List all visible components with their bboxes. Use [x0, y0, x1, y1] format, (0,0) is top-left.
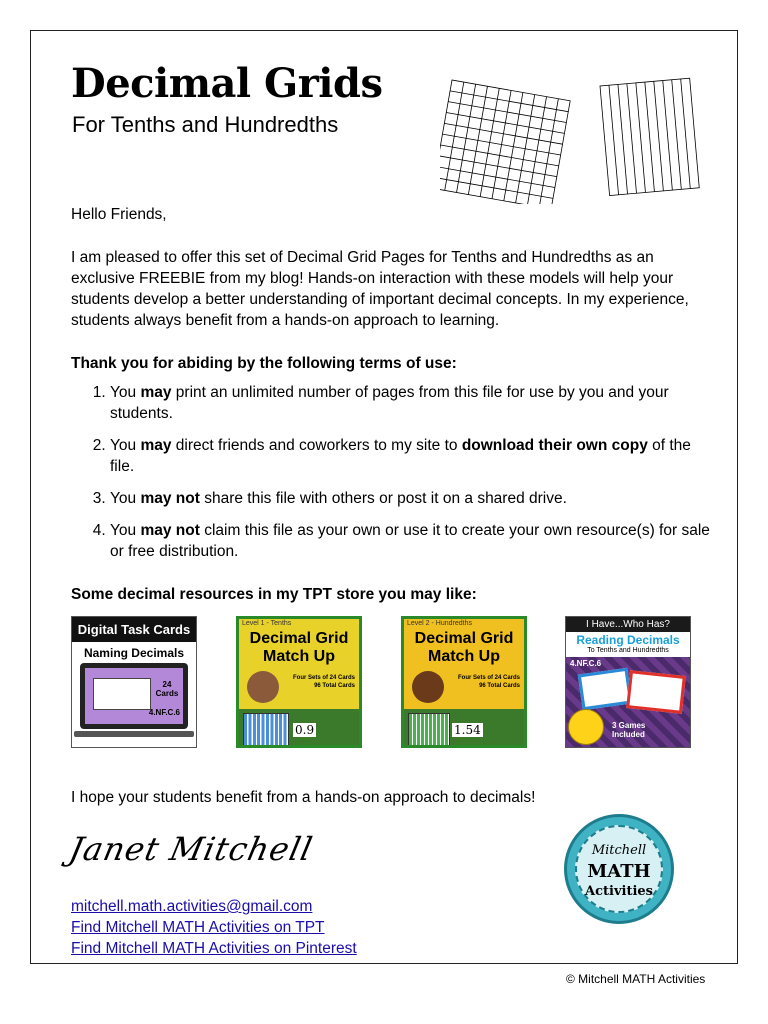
product-title: Digital Task Cards — [72, 617, 196, 642]
boy-icon — [412, 671, 444, 703]
product-title: Decimal Grid — [414, 630, 514, 647]
product-total: 96 Total Cards — [479, 683, 520, 689]
laptop-icon — [80, 663, 188, 729]
smiley-icon — [568, 709, 604, 745]
terms-list — [86, 382, 710, 573]
greeting: Hello Friends, — [71, 206, 167, 223]
contact-links — [71, 896, 357, 959]
intro-paragraph: I am pleased to offer this set of Decimal Grid Pages for Tenths and Hundredths as an exclusive FREEBIE from my blog! Hands-on interaction with these models will help your students develop a better understanding of important decimal concepts. In my experience, students always benefit from a hands-on approach to learning. — [71, 249, 689, 329]
product-games-line2: Included — [612, 730, 645, 739]
product-value: 0.9 — [295, 723, 315, 737]
product-level: Level 1 - Tenths — [242, 620, 292, 627]
product-i-have-who-has[interactable] — [565, 616, 691, 748]
product-subtitle: Naming Decimals — [83, 646, 185, 660]
product-sets: Four Sets of 24 Cards — [457, 675, 520, 681]
pinterest-link[interactable]: Find Mitchell MATH Activities on Pinterest — [71, 940, 357, 957]
product-subtitle: Reading Decimals — [576, 633, 680, 647]
closing-line: I hope your students benefit from a hands-on approach to decimals! — [71, 789, 536, 806]
signature: Janet Mitchell — [65, 830, 317, 868]
product-value: 1.54 — [454, 723, 481, 737]
term-item: 2. You may direct friends and coworkers to my site to download their own copy of the file. — [110, 435, 710, 477]
product-total: 96 Total Cards — [314, 683, 355, 689]
product-games: 3 Games — [612, 721, 646, 730]
girl-icon — [247, 671, 279, 703]
product-standard: 4.NF.C.6 — [570, 659, 602, 668]
product-title-line2: Match Up — [263, 648, 335, 665]
decimal-grids-illustration — [440, 64, 700, 204]
product-standard: 4.NF.C.6 — [148, 708, 180, 717]
product-thumbnails — [71, 616, 701, 750]
resources-heading: Some decimal resources in my TPT store you may like: — [71, 586, 477, 603]
product-sets: Four Sets of 24 Cards — [292, 675, 355, 681]
mitchell-math-logo: Mitchell MATH Activities — [564, 814, 674, 924]
tpt-link[interactable]: Find Mitchell MATH Activities on TPT — [71, 919, 325, 936]
product-subtitle-line2: To Tenths and Hundredths — [587, 647, 669, 654]
term-item: 4. You may not claim this file as your own or use it to create your own resource(s) for sale or free distribution. — [110, 520, 710, 562]
product-decimal-grid-level2[interactable] — [401, 616, 527, 748]
product-digital-task-cards[interactable] — [71, 616, 197, 748]
product-title: Decimal Grid — [249, 630, 349, 647]
terms-heading: Thank you for abiding by the following terms of use: — [71, 355, 457, 372]
product-title-line2: Match Up — [428, 648, 500, 665]
product-title: I Have...Who Has? — [566, 617, 690, 632]
product-decimal-grid-level1[interactable] — [236, 616, 362, 748]
product-level: Level 2 - Hundredths — [407, 620, 472, 627]
page-subtitle: For Tenths and Hundredths — [72, 112, 339, 137]
page-title: Decimal Grids — [71, 60, 383, 107]
copyright: © Mitchell MATH Activities — [566, 972, 706, 986]
term-item: 1. You may print an unlimited number of pages from this file for use by you and your students. — [110, 382, 710, 424]
product-cards-count: 24 Cards — [155, 680, 179, 698]
term-item: 3. You may not share this file with others or post it on a shared drive. — [110, 488, 710, 509]
email-link[interactable]: mitchell.math.activities@gmail.com — [71, 898, 313, 915]
